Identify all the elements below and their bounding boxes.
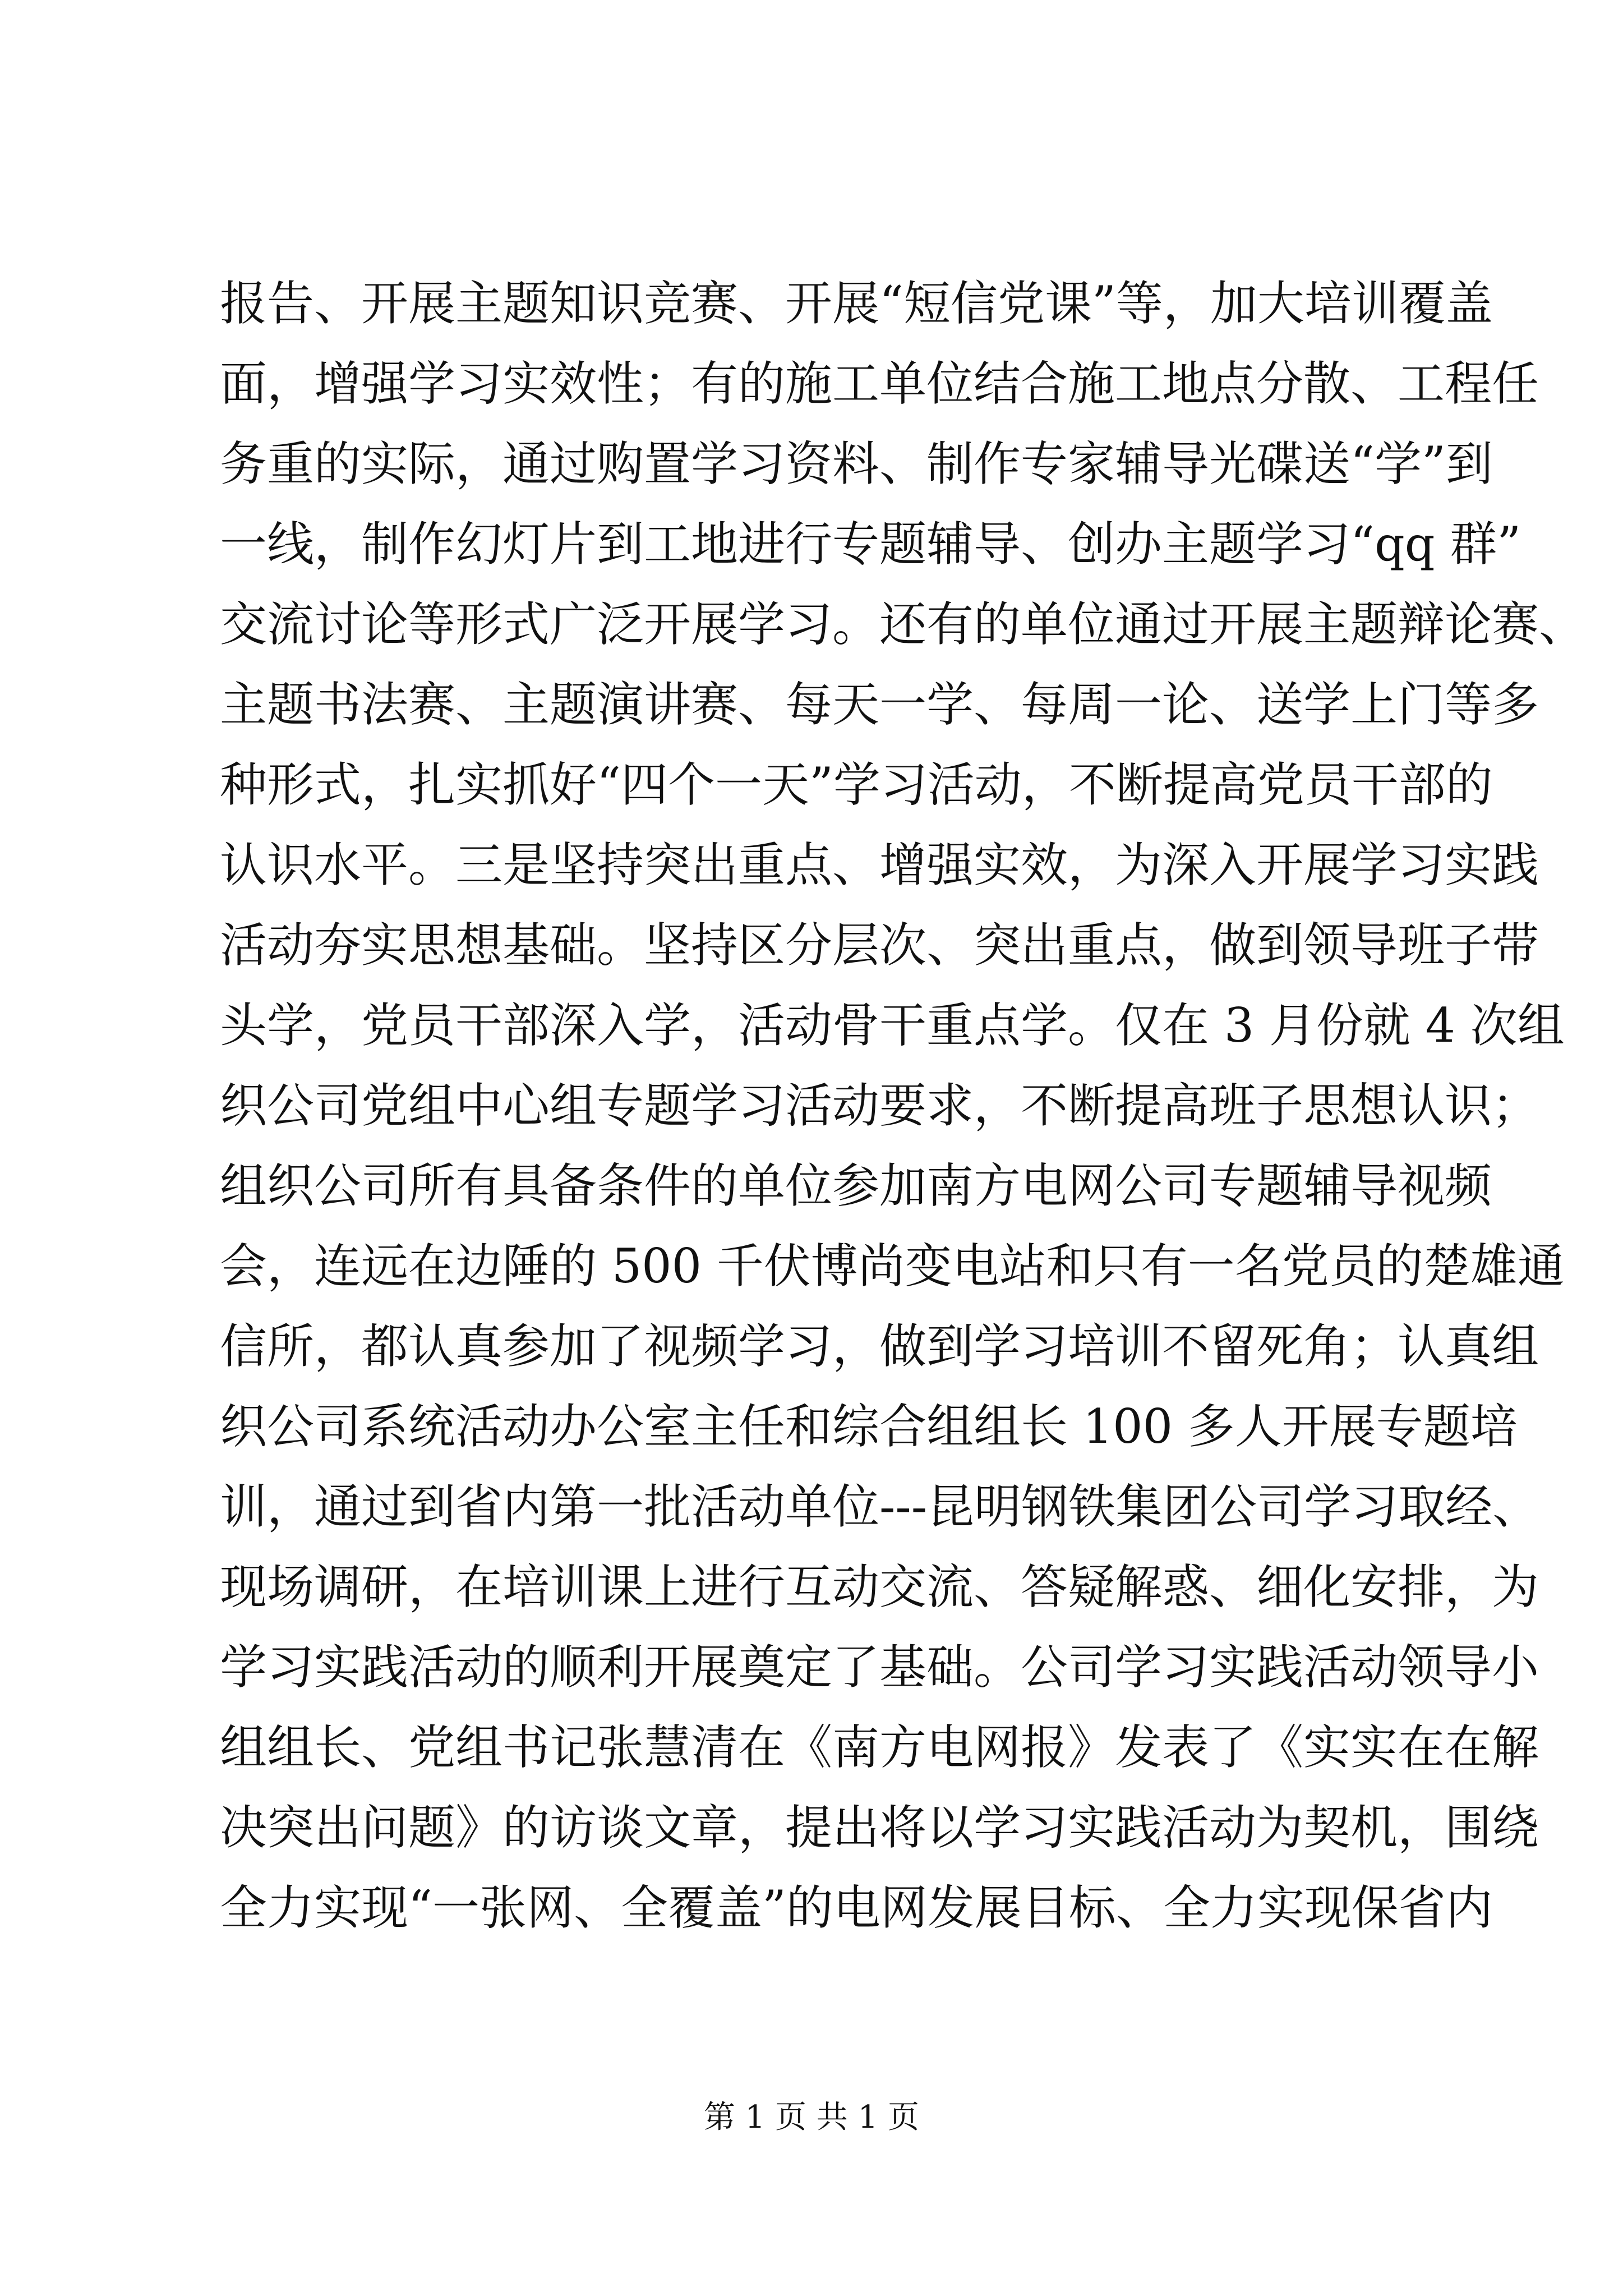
text-line: 务重的实际，通过购置学习资料、制作专家辅导光碟送“学”到 — [220, 436, 1493, 491]
text-line: 信所，都认真参加了视频学习，做到学习培训不留死角；认真组 — [220, 1319, 1539, 1374]
text-line: 决突出问题》的访谈文章，提出将以学习实践活动为契机，围绕 — [220, 1800, 1539, 1855]
body-text — [220, 264, 1587, 1948]
page-number-label: 第 1 页 共 1 页 — [703, 2099, 920, 2136]
page-footer — [0, 2095, 1623, 2140]
text-line: 会，连远在边陲的 500 千伏博尚变电站和只有一名党员的楚雄通 — [220, 1239, 1565, 1294]
text-line: 报告、开展主题知识竞赛、开展“短信党课”等，加大培训覆盖 — [220, 276, 1493, 331]
text-line: 织公司党组中心组专题学习活动要求，不断提高班子思想认识； — [220, 1078, 1539, 1133]
text-line: 组织公司所有具备条件的单位参加南方电网公司专题辅导视频 — [220, 1158, 1492, 1213]
text-line: 组组长、党组书记张慧清在《南方电网报》发表了《实实在在解 — [220, 1720, 1539, 1775]
text-line: 一线，制作幻灯片到工地进行专题辅导、创办主题学习“qq 群” — [220, 517, 1521, 572]
text-line: 种形式，扎实抓好“四个一天”学习活动，不断提高党员干部的 — [220, 757, 1493, 812]
text-line: 活动夯实思想基础。坚持区分层次、突出重点，做到领导班子带 — [220, 918, 1539, 973]
text-line: 面，增强学习实效性；有的施工单位结合施工地点分散、工程任 — [220, 356, 1539, 411]
text-line: 认识水平。三是坚持突出重点、增强实效，为深入开展学习实践 — [220, 838, 1539, 892]
text-line: 学习实践活动的顺利开展奠定了基础。公司学习实践活动领导小 — [220, 1640, 1539, 1695]
text-line: 主题书法赛、主题演讲赛、每天一学、每周一论、送学上门等多 — [220, 677, 1539, 732]
text-line: 织公司系统活动办公室主任和综合组组长 100 多人开展专题培 — [220, 1399, 1518, 1454]
text-line: 头学，党员干部深入学，活动骨干重点学。仅在 3 月份就 4 次组 — [220, 998, 1565, 1053]
text-line: 训，通过到省内第一批活动单位---昆明钢铁集团公司学习取经、 — [220, 1479, 1540, 1534]
text-line: 交流讨论等形式广泛开展学习。还有的单位通过开展主题辩论赛、 — [220, 597, 1587, 652]
text-line: 全力实现“一张网、全覆盖”的电网发展目标、全力实现保省内 — [220, 1880, 1493, 1935]
text-line: 现场调研，在培训课上进行互动交流、答疑解惑、细化安排，为 — [220, 1559, 1539, 1614]
